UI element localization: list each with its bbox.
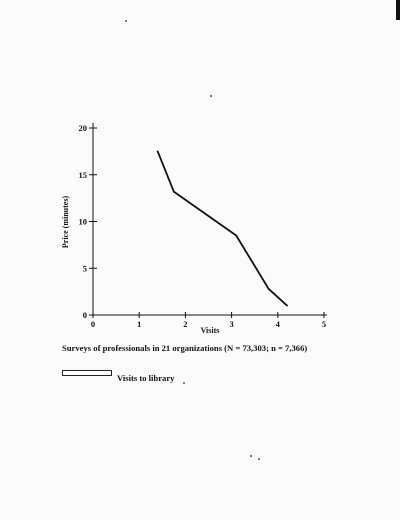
y-tick-label: 5 (82, 263, 87, 274)
x-axis-title: Visits (200, 326, 220, 335)
chart-caption: Surveys of professionals in 21 organizations (N = 73,303; n = 7,366) (62, 343, 308, 353)
data-point (235, 235, 237, 237)
data-point (268, 288, 270, 290)
x-tick-label: 2 (183, 319, 188, 329)
data-point (173, 191, 175, 193)
legend-label: Visits to library (117, 373, 175, 383)
y-tick-label: 0 (82, 310, 87, 320)
data-point (286, 305, 288, 307)
x-tick-label: 5 (321, 319, 327, 329)
y-axis-title: Price (minutes) (61, 195, 70, 249)
scan-speck (250, 455, 252, 457)
x-tick-label: 1 (137, 319, 142, 329)
scan-speck (210, 95, 212, 97)
x-tick-label: 3 (229, 319, 234, 329)
data-point (157, 150, 159, 152)
x-tick-label: 4 (275, 319, 280, 329)
series-line (158, 151, 287, 305)
x-tick-label: 0 (90, 319, 96, 329)
legend-swatch (62, 370, 112, 376)
y-tick-label: 10 (78, 216, 87, 227)
scan-speck (258, 458, 260, 460)
y-tick-label: 15 (78, 169, 87, 180)
scan-speck (125, 20, 127, 22)
legend (62, 368, 262, 383)
scan-speck (183, 382, 185, 384)
y-tick-label: 20 (78, 123, 87, 133)
